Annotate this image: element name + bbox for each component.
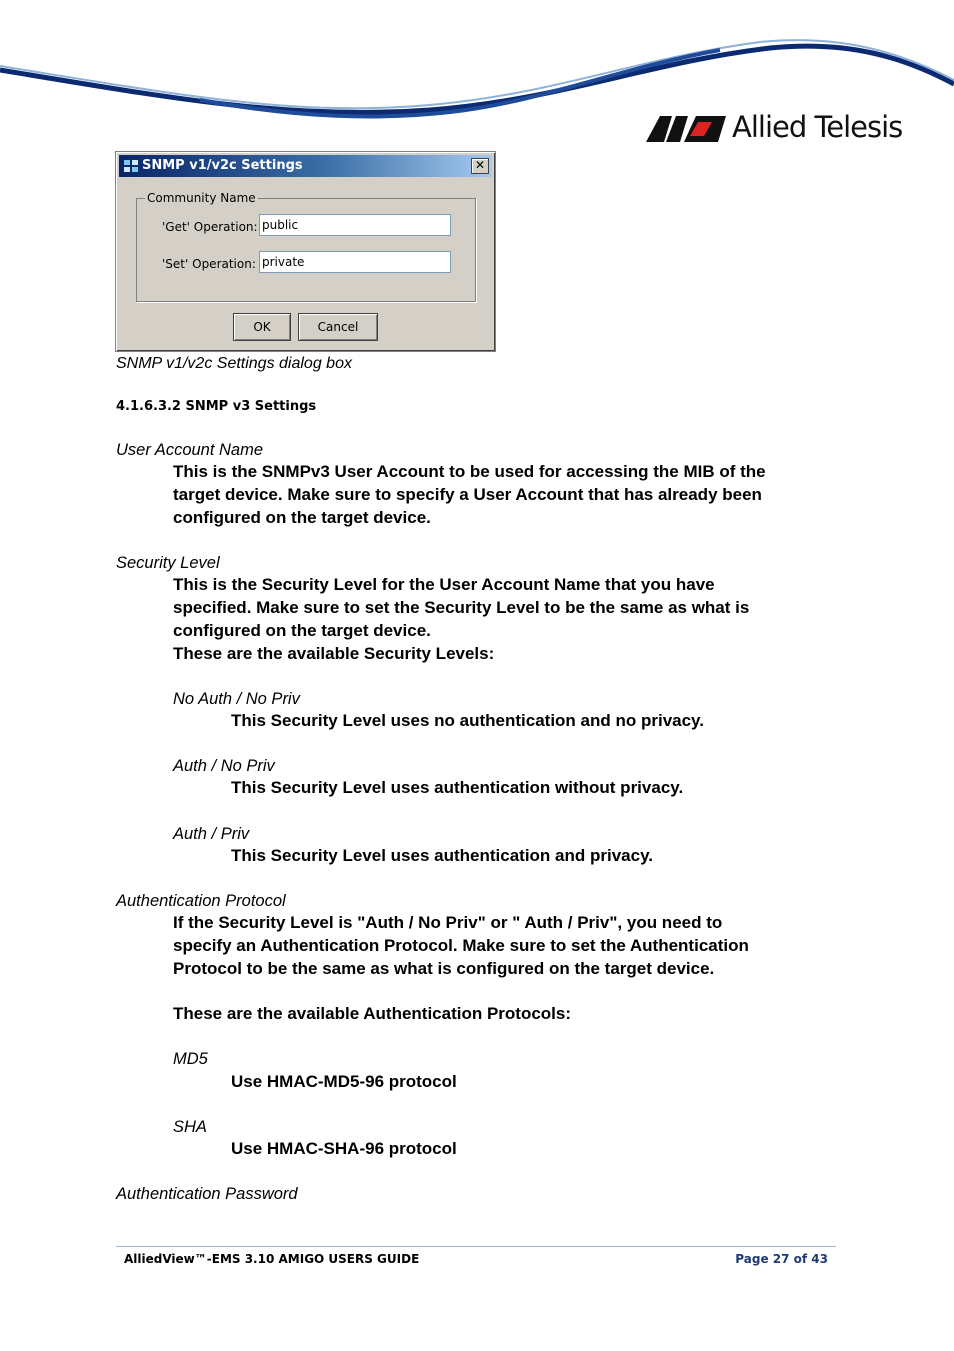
desc-authentication-protocol [173,911,853,980]
get-operation-label: 'Get' Operation: [162,220,258,234]
desc-line: target device. Make sure to specify a User Account that has already been [173,485,762,504]
ok-button[interactable]: OK [233,313,291,341]
desc-level-no-auth-no-priv: This Security Level uses no authentication and no privacy. [231,711,704,730]
term-security-level: Security Level [116,554,220,572]
protocols-intro: These are the available Authentication Protocols: [173,1004,572,1023]
term-level-no-auth-no-priv: No Auth / No Priv [173,690,300,708]
term-level-auth-no-priv: Auth / No Priv [173,757,275,775]
desc-line: This is the Security Level for the User Account Name that you have [173,575,715,594]
desc-line: If the Security Level is "Auth / No Priv" or " Auth / Priv", you need to [173,913,723,932]
term-level-auth-priv: Auth / Priv [173,825,250,843]
desc-level-auth-no-priv: This Security Level uses authentication without privacy. [231,778,684,797]
footer-page-number: Page 27 of 43 [735,1252,828,1266]
term-protocol-sha: SHA [173,1118,207,1136]
footer-divider [116,1246,836,1247]
term-protocol-md5: MD5 [173,1050,208,1068]
desc-line: configured on the target device. [173,621,431,640]
term-authentication-protocol: Authentication Protocol [116,892,286,910]
footer-guide-title: AlliedView™-EMS 3.10 AMIGO USERS GUIDE [124,1252,420,1266]
allied-telesis-logo [646,108,906,148]
desc-line: These are the available Security Levels: [173,644,495,663]
close-button[interactable] [471,158,489,174]
dialog-caption: SNMP v1/v2c Settings dialog box [116,355,352,372]
cancel-button[interactable]: Cancel [298,313,378,341]
snmp-settings-dialog [115,151,496,352]
desc-user-account-name [173,460,853,529]
logo-wordmark: Allied Telesis [732,110,903,144]
allied-telesis-logo-mark-icon [646,112,730,146]
desc-level-auth-priv: This Security Level uses authentication and privacy. [231,846,653,865]
desc-line: This is the SNMPv3 User Account to be used for accessing the MIB of the [173,462,766,481]
desc-line: Protocol to be the same as what is configured on the target device. [173,959,715,978]
desc-protocol-md5: Use HMAC-MD5-96 protocol [231,1072,457,1091]
set-operation-label: 'Set' Operation: [162,257,256,271]
app-icon [123,159,139,173]
desc-security-level [173,573,853,665]
desc-line: configured on the target device. [173,508,431,527]
desc-line: specify an Authentication Protocol. Make sure to set the Authentication [173,936,749,955]
dialog-title: SNMP v1/v2c Settings [142,158,303,173]
set-operation-input[interactable]: private [259,251,451,273]
desc-line: specified. Make sure to set the Security Level to be the same as what is [173,598,750,617]
close-icon: ✕ [474,158,486,172]
section-heading: 4.1.6.3.2 SNMP v3 Settings [116,399,317,414]
desc-protocol-sha: Use HMAC-SHA-96 protocol [231,1139,457,1158]
term-authentication-password: Authentication Password [116,1185,298,1203]
group-label: Community Name [147,191,256,205]
get-operation-input[interactable]: public [259,214,451,236]
dialog-titlebar[interactable] [119,155,492,177]
term-user-account-name: User Account Name [116,441,264,459]
